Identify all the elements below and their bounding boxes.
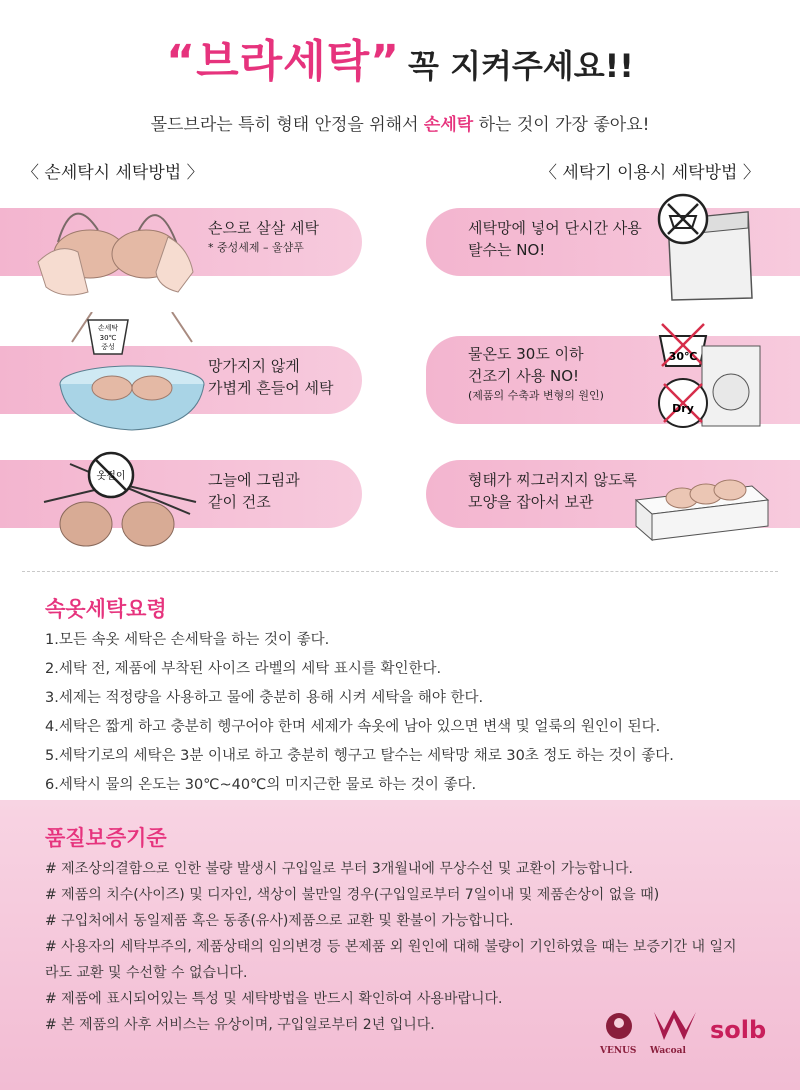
solb-brand: solb	[710, 1016, 767, 1044]
care-tips-list	[45, 626, 775, 800]
venus-brand: VENUS	[600, 1046, 637, 1056]
hand-wash-step-2-text: 망가지지 않게 가볍게 흔들어 세탁	[208, 357, 334, 397]
list-item: 6.세탁시 물의 온도는 30℃~40℃의 미지근한 물로 하는 것이 좋다.	[45, 777, 477, 793]
list-item: # 제조상의결함으로 인한 불량 발생시 구입일로 부터 3개월내에 무상수선 및 교환이 가능합니다.	[45, 861, 633, 877]
hand-wash-step-1-text: 손으로 살살 세탁 * 중성세제 – 울샴푸	[208, 219, 319, 254]
svg-text:30℃: 30℃	[99, 334, 117, 342]
no-dryer-icon	[656, 376, 710, 430]
svg-text:Dry: Dry	[672, 402, 694, 415]
title-accent: “브라세탁”	[166, 36, 401, 87]
list-item: 1.모든 속옷 세탁은 손세탁을 하는 것이 좋다.	[45, 632, 330, 648]
list-item: # 제품의 치수(사이즈) 및 디자인, 색상이 불만일 경우(구입일로부터 7일이내 및 제품손상이 없을 때)	[45, 887, 660, 903]
hand-wash-heading: 〈 손세탁시 세탁방법 〉	[22, 163, 204, 183]
brand-logos	[598, 1008, 778, 1060]
wacoal-brand: Wacoal	[650, 1046, 686, 1056]
hand-wash-step-3-text: 그늘에 그림과 같이 건조	[208, 471, 300, 511]
drawer-storage-illustration	[632, 470, 772, 542]
basin-washing-illustration	[52, 312, 212, 434]
list-item: # 제품에 표시되어있는 특성 및 세탁방법을 반드시 확인하여 사용바랍니다.	[45, 991, 503, 1007]
no-spin-icon	[656, 192, 710, 246]
list-item: 2.세탁 전, 제품에 부착된 사이즈 라벨의 세탁 표시를 확인한다.	[45, 661, 442, 677]
subtitle-highlight: 손세탁	[423, 115, 474, 135]
svg-text:30℃: 30℃	[668, 350, 698, 363]
list-item: # 사용자의 세탁부주의, 제품상태의 임의변경 등 본제품 외 원인에 대해 불량이 기인하였을 때는 보증기간 내 일지라도 교환 및 수선할 수 없습니다.	[45, 939, 737, 981]
quality-title: 품질보증기준	[45, 826, 167, 850]
machine-wash-step-2-text: 물온도 30도 이하 건조기 사용 NO! (제품의 수축과 변형의 원인)	[468, 345, 604, 402]
list-item: 4.세탁은 짧게 하고 충분히 헹구어야 한며 세제가 속옷에 남아 있으면 변색 및 얼룩의 원인이 된다.	[45, 719, 661, 735]
list-item: 3.세제는 적정량을 사용하고 물에 충분히 용해 시켜 세탁을 해야 한다.	[45, 690, 484, 706]
hand-wash-label-icon	[86, 312, 130, 358]
no-hanger-icon	[86, 450, 136, 500]
title-rest: 꼭 지켜주세요!!	[408, 46, 634, 85]
list-item: # 본 제품의 사후 서비스는 유상이며, 구입일로부터 2년 입니다.	[45, 1017, 435, 1033]
machine-wash-step-3-text: 형태가 찌그러지지 않도록 모양을 잡아서 보관	[468, 471, 637, 511]
list-item: 5.세탁기로의 세탁은 3분 이내로 하고 충분히 헹구고 탈수는 세탁망 채로 30초 정도 하는 것이 좋다.	[45, 748, 674, 764]
svg-text:중성: 중성	[101, 343, 115, 351]
hand-washing-bra-illustration	[28, 192, 198, 302]
venus-logo-icon	[604, 1010, 634, 1042]
list-item: # 구입처에서 동일제품 혹은 동종(유사)제품으로 교환 및 환불이 가능합니다.	[45, 913, 514, 929]
wacoal-logo-icon	[652, 1008, 698, 1044]
svg-text:옷걸이: 옷걸이	[96, 471, 126, 482]
svg-text:손세탁: 손세탁	[97, 324, 119, 332]
subtitle: 몰드브라는 특히 형태 안정을 위해서 손세탁 하는 것이 가장 좋아요!	[150, 115, 650, 135]
section-divider	[22, 571, 778, 572]
care-tips-title: 속옷세탁요령	[45, 597, 167, 621]
machine-wash-heading: 〈 세탁기 이용시 세탁방법 〉	[540, 163, 760, 183]
title-block	[0, 36, 800, 87]
machine-wash-step-1-text: 세탁망에 넣어 단시간 사용 탈수는 NO!	[468, 219, 642, 259]
